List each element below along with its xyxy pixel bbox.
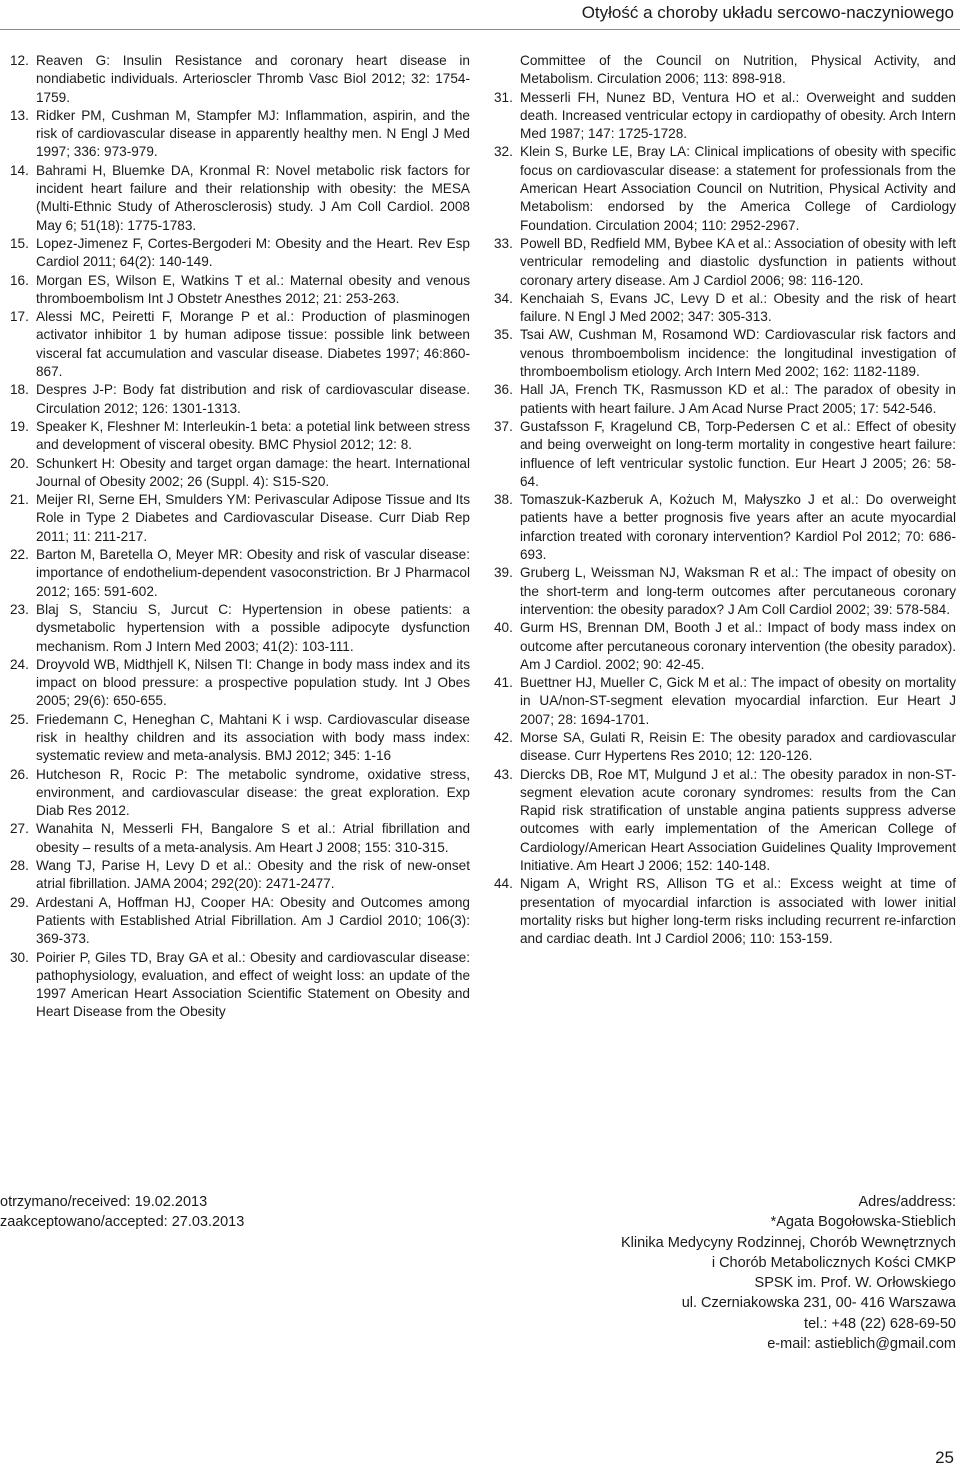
- reference-number: 44.: [494, 876, 513, 892]
- running-title: Otyłość a choroby układu sercowo-naczyniowego: [581, 3, 954, 22]
- reference-number: 40.: [494, 620, 513, 636]
- reference-text: Tomaszuk-Kazberuk A, Kożuch M, Małyszko J et al.: Do overweight patients have a better prognosis five years after an acute myocardial infarction treated with coronary intervention? Kardiol Pol 2012; 70: 686-693.: [520, 492, 956, 563]
- reference-text: Powell BD, Redfield MM, Bybee KA et al.: Association of obesity with left ventricular remodeling and diastolic dysfunction in patients without coronary artery disease. Am J Cardiol 2006; 98: 116-120.: [520, 235, 956, 288]
- reference-number: 26.: [10, 766, 29, 782]
- reference-text: Kenchaiah S, Evans JC, Levy D et al.: Obesity and the risk of heart failure. N Engl J Med 2002; 347: 305-313.: [520, 290, 956, 325]
- reference-text: Buettner HJ, Mueller C, Gick M et al.: The impact of obesity on mortality in UA/non-ST-segment elevation myocardial infarction. Eur Heart J 2007; 28: 1694-1701.: [520, 675, 956, 727]
- reference-item: [494, 766, 956, 876]
- reference-text: Committee of the Council on Nutrition, Physical Activity, and Metabolism. Circulation 2006; 113: 898-918.: [520, 53, 956, 87]
- page-number: 25: [935, 1448, 954, 1467]
- reference-item: [10, 949, 470, 1022]
- reference-item: [10, 418, 470, 455]
- reference-text: Morgan ES, Wilson E, Watkins T et al.: Maternal obesity and venous thromboembolism Int J Obstetr Anesthes 2012; 21: 253-263.: [36, 272, 470, 306]
- reference-text: Reaven G: Insulin Resistance and coronary heart disease in nondiabetic individuals. Arterioscler Thromb Vasc Biol 2012; 32: 1754-1759.: [36, 53, 470, 105]
- reference-number: 36.: [494, 382, 513, 398]
- reference-number: 17.: [10, 309, 29, 325]
- reference-item: [10, 107, 470, 162]
- header-divider: [0, 29, 960, 30]
- reference-item: [494, 729, 956, 766]
- reference-number: 21.: [10, 492, 29, 508]
- reference-text: Despres J-P: Body fat distribution and risk of cardiovascular disease. Circulation 2012; 126: 1301-1313.: [36, 382, 470, 416]
- reference-item: [10, 857, 470, 894]
- reference-text: Ardestani A, Hoffman HJ, Cooper HA: Obesity and Outcomes among Patients with Established Atrial Fibrillation. Am J Cardiol 2010; 106(3): 369-373.: [36, 894, 470, 947]
- reference-text: Poirier P, Giles TD, Bray GA et al.: Obesity and cardiovascular disease: pathophysiology, evaluation, and effect of weight loss: an update of the 1997 American Heart Association Scientific Statement on Obesity and Heart Disease from the Obesity: [36, 949, 470, 1020]
- reference-number: 15.: [10, 235, 29, 251]
- reference-text: Gustafsson F, Kragelund CB, Torp-Pedersen C et al.: Effect of obesity and being overweight on long-term mortality in congestive heart failure: influence of left ventricular systolic function. Eur Heart J 2005; 26: 58-64.: [520, 418, 956, 489]
- reference-number: 14.: [10, 162, 29, 178]
- references-column-left: [10, 52, 470, 1022]
- reference-number: 22.: [10, 547, 29, 563]
- reference-item: [10, 820, 470, 857]
- reference-number: 38.: [494, 492, 513, 508]
- manuscript-dates: [0, 1192, 244, 1232]
- reference-item: [10, 455, 470, 492]
- reference-number: 20.: [10, 455, 29, 471]
- correspondence-address: [621, 1192, 956, 1354]
- reference-number: 29.: [10, 894, 29, 910]
- accepted-date: zaakceptowano/accepted: 27.03.2013: [0, 1214, 245, 1230]
- reference-item: [494, 875, 956, 948]
- reference-item: [10, 766, 470, 821]
- reference-item: [494, 674, 956, 729]
- reference-item: [10, 308, 470, 381]
- reference-text: Nigam A, Wright RS, Allison TG et al.: Excess weight at time of presentation of myocardial infarction is associated with lower initial mortality risks but higher long-term risks including recurrent re-infarction and cardiac death. Int J Cardiol 2006; 110: 153-159.: [520, 876, 956, 947]
- reference-number: 13.: [10, 107, 29, 123]
- reference-item: [10, 162, 470, 235]
- received-date: otrzymano/received: 19.02.2013: [0, 1194, 208, 1210]
- reference-number: 32.: [494, 144, 513, 160]
- reference-text: Droyvold WB, Midthjell K, Nilsen TI: Change in body mass index and its impact on blood pressure: a prospective population study. Int J Obes 2005; 29(6): 650-655.: [36, 656, 470, 709]
- reference-text: Alessi MC, Peiretti F, Morange P et al.: Production of plasminogen activator inhibitor 1 by human adipose tissue: possible link between visceral fat accumulation and vascular disease. Diabetes 1997; 46:860-867.: [36, 309, 470, 380]
- reference-number: 41.: [494, 675, 513, 691]
- reference-text: Blaj S, Stanciu S, Jurcut C: Hypertension in obese patients: a dysmetabolic hypertension with a possible adipocyte dysfunction mechanism. Rom J Intern Med 2003; 41(2): 103-111.: [36, 601, 470, 654]
- reference-item: [10, 491, 470, 546]
- reference-item: [10, 711, 470, 766]
- reference-item: [494, 89, 956, 144]
- reference-text: Wanahita N, Messerli FH, Bangalore S et al.: Atrial fibrillation and obesity – results of a meta-analysis. Am Heart J 2008; 155: 310-315.: [36, 821, 470, 855]
- address-institution-cont: i Chorób Metabolicznych Kości CMKP: [711, 1254, 956, 1271]
- reference-number: 25.: [10, 711, 29, 727]
- address-phone: tel.: +48 (22) 628-69-50: [804, 1315, 956, 1332]
- address-institution: Klinika Medycyny Rodzinnej, Chorób Wewnętrznych: [621, 1234, 956, 1251]
- reference-text: Speaker K, Fleshner M: Interleukin-1 beta: a potetial link between stress and development of visceral obesity. BMC Physiol 2012; 12: 8.: [36, 418, 470, 453]
- reference-text: Diercks DB, Roe MT, Mulgund J et al.: The obesity paradox in non-ST-segment elevation acute coronary syndromes: results from the Can Rapid risk stratification of unstable angina patients suppress adverse outcomes with early implementation of the American College of Cardiology/American Heart Association Guidelines Quality Improvement Initiative. Am Heart J 2006; 152: 140-148.: [520, 766, 956, 874]
- reference-item: [494, 235, 956, 290]
- reference-item: [10, 601, 470, 656]
- reference-item: [494, 564, 956, 619]
- reference-item: [494, 52, 956, 89]
- reference-number: 31.: [494, 89, 513, 105]
- reference-text: Bahrami H, Bluemke DA, Kronmal R: Novel metabolic risk factors for incident heart failure and their relationship with obesity: the MESA (Multi-Ethnic Study of Atherosclerosis) study. J Am Coll Cardiol. 2008 May 6; 51(18): 1775-1783.: [36, 162, 470, 233]
- reference-number: 16.: [10, 272, 29, 288]
- reference-number: 33.: [494, 235, 513, 251]
- reference-number: 19.: [10, 418, 29, 434]
- reference-text: Morse SA, Gulati R, Reisin E: The obesity paradox and cardiovascular disease. Curr Hypertens Res 2010; 12: 120-126.: [520, 729, 956, 764]
- reference-item: [10, 656, 470, 711]
- reference-text: Messerli FH, Nunez BD, Ventura HO et al.: Overweight and sudden death. Increased ventricular ectopy in cardiopathy of obesity. Arch Intern Med 1987; 147: 1725-1728.: [520, 89, 956, 142]
- reference-number: 23.: [10, 601, 29, 617]
- reference-number: 12.: [10, 53, 29, 68]
- reference-item: [494, 143, 956, 234]
- reference-text: Gruberg L, Weissman NJ, Waksman R et al.: The impact of obesity on the short-term and long-term outcomes after percutaneous coronary intervention: the obesity paradox? J Am Coll Cardiol 2002; 39: 578-584.: [520, 565, 956, 617]
- reference-text: Meijer RI, Serne EH, Smulders YM: Perivascular Adipose Tissue and Its Role in Type 2 Diabetes and Cardiovascular Disease. Curr Diab Rep 2011; 11: 211-217.: [36, 492, 470, 544]
- reference-item: [10, 894, 470, 949]
- reference-text: Barton M, Baretella O, Meyer MR: Obesity and risk of vascular disease: importance of endothelium-dependent vasoconstriction. Br J Pharmacol 2012; 165: 591-602.: [36, 547, 470, 599]
- address-hospital: SPSK im. Prof. W. Orłowskiego: [754, 1275, 956, 1292]
- reference-number: 24.: [10, 656, 29, 672]
- reference-item: [10, 381, 470, 418]
- reference-number: [494, 52, 520, 89]
- author-name: *Agata Bogołowska-Stieblich: [770, 1214, 956, 1231]
- address-heading: Adres/address:: [858, 1194, 956, 1210]
- reference-text: Lopez-Jimenez F, Cortes-Bergoderi M: Obesity and the Heart. Rev Esp Cardiol 2011; 64(2): 140-149.: [36, 235, 470, 270]
- reference-item: [494, 326, 956, 381]
- reference-number: 37.: [494, 418, 513, 434]
- reference-item: [494, 491, 956, 564]
- reference-number: 18.: [10, 382, 29, 398]
- reference-text: Ridker PM, Cushman M, Stampfer MJ: Inflammation, aspirin, and the risk of cardiovascular disease in apparently healthy men. N Engl J Med 1997; 336: 973-979.: [36, 107, 470, 160]
- reference-item: [494, 381, 956, 418]
- reference-item: [10, 52, 470, 107]
- reference-item: [10, 235, 470, 272]
- reference-number: 39.: [494, 565, 513, 581]
- reference-text: Hutcheson R, Rocic P: The metabolic syndrome, oxidative stress, environment, and cardiovascular disease: the great exploration. Exp Diab Res 2012.: [36, 766, 470, 819]
- reference-item: [494, 619, 956, 674]
- reference-number: 43.: [494, 766, 513, 782]
- address-street: ul. Czerniakowska 231, 00- 416 Warszawa: [681, 1295, 956, 1312]
- reference-text: Wang TJ, Parise H, Levy D et al.: Obesity and the risk of new-onset atrial fibrillation. JAMA 2004; 292(20): 2471-2477.: [36, 858, 470, 892]
- reference-item: [494, 418, 956, 491]
- reference-text: Hall JA, French TK, Rasmusson KD et al.: The paradox of obesity in patients with heart failure. J Am Acad Nurse Pract 2005; 17: 542-546.: [520, 382, 956, 416]
- reference-text: Schunkert H: Obesity and target organ damage: the heart. International Journal of Obesity 2002; 26 (Suppl. 4): S15-S20.: [36, 455, 470, 489]
- reference-item: [10, 546, 470, 601]
- reference-number: 30.: [10, 949, 29, 965]
- reference-text: Friedemann C, Heneghan C, Mahtani K i wsp. Cardiovascular disease risk in healthy children and its association with body mass index: systematic review and meta-analysis. BMJ 2012; 345: 1-16: [36, 711, 470, 764]
- reference-text: Klein S, Burke LE, Bray LA: Clinical implications of obesity with specific focus on cardiovascular disease: a statement for professionals from the American Heart Association Council on Nutrition, Physical Activity and Metabolism: endorsed by the America College of Cardiology Foundation. Circulation 2004; 110: 2952-2967.: [520, 144, 956, 233]
- reference-number: 42.: [494, 729, 513, 745]
- reference-number: 27.: [10, 821, 29, 837]
- reference-item: [494, 290, 956, 327]
- address-email: e-mail: astieblich@gmail.com: [767, 1336, 956, 1353]
- reference-number: 28.: [10, 858, 29, 874]
- reference-number: 35.: [494, 327, 513, 343]
- reference-text: Gurm HS, Brennan DM, Booth J et al.: Impact of body mass index on outcome after percutaneous coronary intervention (the obesity paradox). Am J Cardiol. 2002; 90: 42-45.: [520, 620, 956, 672]
- references-column-right: [494, 52, 956, 949]
- reference-text: Tsai AW, Cushman M, Rosamond WD: Cardiovascular risk factors and venous thromboembolism incidence: the longitudinal investigation of thromboembolism etiology. Arch Intern Med 2002; 162: 1182-1189.: [520, 327, 956, 380]
- reference-item: [10, 272, 470, 309]
- reference-number: 34.: [494, 290, 513, 306]
